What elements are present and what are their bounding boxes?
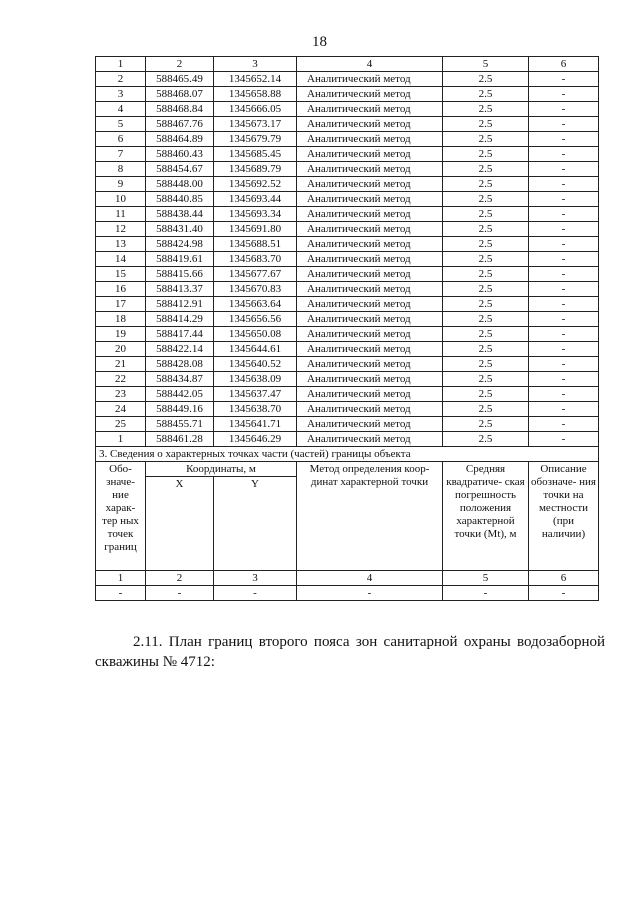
table-row [96, 342, 599, 357]
description: - [529, 372, 599, 387]
column-number: 3 [214, 571, 297, 586]
table-row [96, 387, 599, 402]
table-row [96, 327, 599, 342]
table-row [96, 72, 599, 87]
method: Аналитический метод [297, 402, 443, 417]
description: - [529, 432, 599, 447]
mt-value: 2.5 [443, 372, 529, 387]
mt-value: 2.5 [443, 417, 529, 432]
mt-value: 2.5 [443, 192, 529, 207]
table-row [96, 192, 599, 207]
coord-x: 588415.66 [146, 267, 214, 282]
description: - [529, 87, 599, 102]
description: - [529, 132, 599, 147]
method: Аналитический метод [297, 207, 443, 222]
coord-x: 588465.49 [146, 72, 214, 87]
coord-y: 1345640.52 [214, 357, 297, 372]
table-row [96, 162, 599, 177]
coord-x: 588468.07 [146, 87, 214, 102]
coord-y: 1345637.47 [214, 387, 297, 402]
table-row [96, 372, 599, 387]
column-number: 4 [297, 571, 443, 586]
coord-x: 588440.85 [146, 192, 214, 207]
table-row [96, 87, 599, 102]
mt-value: 2.5 [443, 177, 529, 192]
description: - [529, 297, 599, 312]
table-row [96, 147, 599, 162]
coordinates-table [95, 56, 599, 601]
mt-value: 2.5 [443, 237, 529, 252]
method: Аналитический метод [297, 312, 443, 327]
column-number: 6 [529, 57, 599, 72]
point-number: 12 [96, 222, 146, 237]
coord-y: 1345666.05 [214, 102, 297, 117]
point-number: 11 [96, 207, 146, 222]
coord-y: 1345677.67 [214, 267, 297, 282]
coord-y: 1345650.08 [214, 327, 297, 342]
coord-x: 588438.44 [146, 207, 214, 222]
method: Аналитический метод [297, 117, 443, 132]
coord-y: 1345691.80 [214, 222, 297, 237]
description: - [529, 417, 599, 432]
point-number: 4 [96, 102, 146, 117]
table-row [96, 237, 599, 252]
coord-x: 588424.98 [146, 237, 214, 252]
method: Аналитический метод [297, 192, 443, 207]
table-row [96, 102, 599, 117]
coord-y: 1345638.70 [214, 402, 297, 417]
column-number: 5 [443, 57, 529, 72]
mt-value: 2.5 [443, 72, 529, 87]
point-number: 21 [96, 357, 146, 372]
description: - [529, 252, 599, 267]
coord-x: 588449.16 [146, 402, 214, 417]
mt-value: 2.5 [443, 327, 529, 342]
section3-title: 3. Сведения о характерных точках части (частей) границы объекта [96, 447, 599, 462]
coord-y: 1345652.14 [214, 72, 297, 87]
coord-y: 1345644.61 [214, 342, 297, 357]
header-coordinates: Координаты, м [146, 462, 297, 477]
coord-x: 588414.29 [146, 312, 214, 327]
point-number: 24 [96, 402, 146, 417]
coord-x: 588422.14 [146, 342, 214, 357]
section3-data-row [96, 586, 599, 601]
table-row [96, 117, 599, 132]
method: Аналитический метод [297, 102, 443, 117]
coord-x: 588434.87 [146, 372, 214, 387]
table-row [96, 282, 599, 297]
point-number: 15 [96, 267, 146, 282]
column-number: 3 [214, 57, 297, 72]
point-number: 20 [96, 342, 146, 357]
method: Аналитический метод [297, 432, 443, 447]
table-row [96, 312, 599, 327]
description: - [529, 357, 599, 372]
mt-value: 2.5 [443, 297, 529, 312]
table-row [96, 177, 599, 192]
coord-x: 588461.28 [146, 432, 214, 447]
mt-value: 2.5 [443, 87, 529, 102]
description: - [529, 402, 599, 417]
coord-y: 1345689.79 [214, 162, 297, 177]
method: Аналитический метод [297, 417, 443, 432]
point-number: 16 [96, 282, 146, 297]
method: Аналитический метод [297, 372, 443, 387]
section3-title-row [96, 447, 599, 462]
coord-y: 1345685.45 [214, 147, 297, 162]
coord-x: 588442.05 [146, 387, 214, 402]
header-x: X [146, 477, 214, 571]
method: Аналитический метод [297, 72, 443, 87]
method: Аналитический метод [297, 282, 443, 297]
mt-value: 2.5 [443, 117, 529, 132]
method: Аналитический метод [297, 267, 443, 282]
point-number: 10 [96, 192, 146, 207]
description: - [529, 267, 599, 282]
coord-x: 588455.71 [146, 417, 214, 432]
point-number: 8 [96, 162, 146, 177]
point-number: 18 [96, 312, 146, 327]
coord-x: 588412.91 [146, 297, 214, 312]
mt-value: 2.5 [443, 267, 529, 282]
coord-y: 1345663.64 [214, 297, 297, 312]
coord-x: 588419.61 [146, 252, 214, 267]
coord-y: 1345638.09 [214, 372, 297, 387]
method: Аналитический метод [297, 387, 443, 402]
column-number: 5 [443, 571, 529, 586]
coord-y: 1345656.56 [214, 312, 297, 327]
point-number: 1 [96, 432, 146, 447]
table-row [96, 207, 599, 222]
table-row [96, 267, 599, 282]
mt-value: 2.5 [443, 432, 529, 447]
coord-x: 588417.44 [146, 327, 214, 342]
method: Аналитический метод [297, 252, 443, 267]
mt-value: 2.5 [443, 207, 529, 222]
coord-x: 588448.00 [146, 177, 214, 192]
mt-value: 2.5 [443, 132, 529, 147]
method: Аналитический метод [297, 297, 443, 312]
description: - [529, 192, 599, 207]
description: - [529, 162, 599, 177]
section3-number-row [96, 571, 599, 586]
description: - [529, 147, 599, 162]
description: - [529, 177, 599, 192]
coord-y: 1345692.52 [214, 177, 297, 192]
coord-y: 1345658.88 [214, 87, 297, 102]
method: Аналитический метод [297, 222, 443, 237]
point-number: 6 [96, 132, 146, 147]
coord-y: 1345646.29 [214, 432, 297, 447]
column-number: 2 [146, 57, 214, 72]
page-number: 18 [312, 34, 327, 50]
point-number: 5 [96, 117, 146, 132]
point-number: 17 [96, 297, 146, 312]
coord-x: 588467.76 [146, 117, 214, 132]
mt-value: 2.5 [443, 282, 529, 297]
point-number: 9 [96, 177, 146, 192]
cell-dash: - [214, 586, 297, 601]
point-number: 13 [96, 237, 146, 252]
method: Аналитический метод [297, 162, 443, 177]
header-y: Y [214, 477, 297, 571]
mt-value: 2.5 [443, 102, 529, 117]
coord-y: 1345670.83 [214, 282, 297, 297]
mt-value: 2.5 [443, 162, 529, 177]
coord-x: 588413.37 [146, 282, 214, 297]
point-number: 22 [96, 372, 146, 387]
cell-dash: - [529, 586, 599, 601]
table-row [96, 222, 599, 237]
mt-value: 2.5 [443, 252, 529, 267]
mt-value: 2.5 [443, 312, 529, 327]
section-2-11-paragraph: 2.11. План границ второго пояса зон санитарной охраны водозаборной скважины № 4712: [95, 634, 605, 670]
description: - [529, 72, 599, 87]
column-number: 1 [96, 571, 146, 586]
cell-dash: - [443, 586, 529, 601]
column-number: 1 [96, 57, 146, 72]
description: - [529, 282, 599, 297]
coord-x: 588428.08 [146, 357, 214, 372]
mt-value: 2.5 [443, 342, 529, 357]
table-row [96, 357, 599, 372]
method: Аналитический метод [297, 342, 443, 357]
description: - [529, 117, 599, 132]
method: Аналитический метод [297, 177, 443, 192]
table-row [96, 432, 599, 447]
point-number: 3 [96, 87, 146, 102]
table-row [96, 252, 599, 267]
coord-y: 1345641.71 [214, 417, 297, 432]
method: Аналитический метод [297, 237, 443, 252]
point-number: 23 [96, 387, 146, 402]
method: Аналитический метод [297, 87, 443, 102]
coord-y: 1345688.51 [214, 237, 297, 252]
table-row [96, 417, 599, 432]
description: - [529, 342, 599, 357]
description: - [529, 222, 599, 237]
method: Аналитический метод [297, 327, 443, 342]
coord-y: 1345693.44 [214, 192, 297, 207]
mt-value: 2.5 [443, 147, 529, 162]
table-row [96, 297, 599, 312]
header-mt: Средняя квадратиче- ская погрешность положения характерной точки (Mt), м [443, 462, 529, 571]
point-number: 2 [96, 72, 146, 87]
table-row [96, 132, 599, 147]
point-number: 7 [96, 147, 146, 162]
mt-value: 2.5 [443, 402, 529, 417]
point-number: 19 [96, 327, 146, 342]
column-number: 4 [297, 57, 443, 72]
method: Аналитический метод [297, 147, 443, 162]
method: Аналитический метод [297, 132, 443, 147]
point-number: 14 [96, 252, 146, 267]
cell-dash: - [96, 586, 146, 601]
description: - [529, 387, 599, 402]
column-number: 6 [529, 571, 599, 586]
section3-header-row [96, 462, 599, 477]
column-number-row [96, 57, 599, 72]
column-number: 2 [146, 571, 214, 586]
coord-y: 1345683.70 [214, 252, 297, 267]
table-row [96, 402, 599, 417]
coord-x: 588464.89 [146, 132, 214, 147]
coord-x: 588468.84 [146, 102, 214, 117]
description: - [529, 102, 599, 117]
header-method: Метод определения коор- динат характерной точки [297, 462, 443, 571]
cell-dash: - [146, 586, 214, 601]
mt-value: 2.5 [443, 387, 529, 402]
mt-value: 2.5 [443, 222, 529, 237]
method: Аналитический метод [297, 357, 443, 372]
description: - [529, 312, 599, 327]
coord-y: 1345679.79 [214, 132, 297, 147]
coord-x: 588454.67 [146, 162, 214, 177]
coord-x: 588460.43 [146, 147, 214, 162]
header-point-designation: Обо- значе- ние харак- тер ных точек границ [96, 462, 146, 571]
description: - [529, 237, 599, 252]
coord-y: 1345693.34 [214, 207, 297, 222]
point-number: 25 [96, 417, 146, 432]
coordinates-table-body [96, 57, 599, 601]
coord-x: 588431.40 [146, 222, 214, 237]
cell-dash: - [297, 586, 443, 601]
header-description: Описание обозначе- ния точки на местности (при наличии) [529, 462, 599, 571]
description: - [529, 327, 599, 342]
mt-value: 2.5 [443, 357, 529, 372]
coord-y: 1345673.17 [214, 117, 297, 132]
description: - [529, 207, 599, 222]
